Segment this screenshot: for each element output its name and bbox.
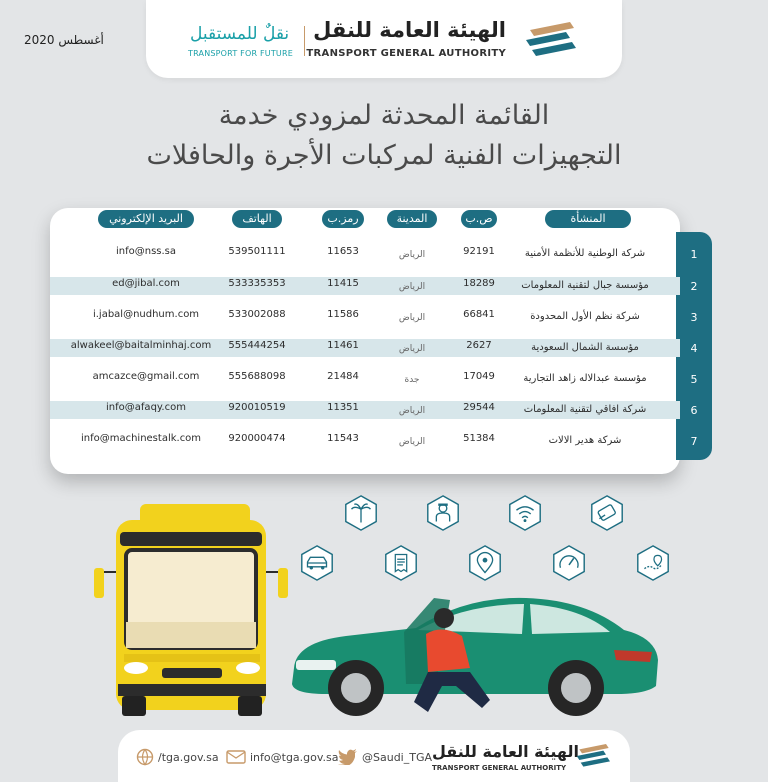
row-number: 5 — [690, 373, 698, 386]
pobox-value: 17049 — [463, 371, 495, 382]
taxi-car-illustration — [286, 590, 662, 720]
pobox-value: 51384 — [463, 433, 495, 444]
phone-value: 555444254 — [228, 340, 286, 351]
city-value: الرياض — [398, 250, 426, 260]
postal-value: 11415 — [327, 278, 359, 289]
phone-value: 920010519 — [228, 402, 286, 413]
page-title-line2: التجهيزات الفنية لمركبات الأجرة والحافلات — [146, 140, 622, 171]
row-number: 7 — [690, 435, 698, 448]
mail-icon — [226, 750, 246, 764]
footer-twitter-link[interactable]: @Saudi_TGA — [362, 751, 433, 764]
authority-name-ar: الهيئة العامة للنقل — [313, 18, 506, 42]
palm-tree-icon — [342, 494, 380, 532]
postal-value: 11351 — [327, 402, 359, 413]
email-value: info@afaqy.com — [106, 402, 186, 413]
footer-website-link[interactable]: /tga.gov.sa — [158, 751, 219, 764]
city-value: الرياض — [398, 344, 426, 354]
company-name: مؤسسة جبال لتقنية المعلومات — [521, 280, 649, 291]
pobox-value: 29544 — [463, 402, 495, 413]
header-city: المدينة — [387, 210, 437, 228]
city-value: الرياض — [398, 313, 426, 323]
payment-card-icon — [588, 494, 626, 532]
company-name: شركة افاقي لتقنية المعلومات — [523, 404, 647, 415]
phone-value: 920000474 — [228, 433, 286, 444]
phone-value: 533335353 — [228, 278, 286, 289]
receipt-icon — [382, 544, 420, 582]
email-value: info@machinestalk.com — [80, 433, 202, 444]
email-value: alwakeel@baitalminhaj.com — [70, 340, 212, 351]
row-number: 2 — [690, 280, 698, 293]
pobox-value: 18289 — [463, 278, 495, 289]
city-value: الرياض — [398, 406, 426, 416]
header-postal: رمز.ب — [322, 210, 364, 228]
postal-value: 11543 — [327, 433, 359, 444]
postal-value: 11586 — [327, 309, 359, 320]
email-value: i.jabal@nudhum.com — [92, 309, 200, 320]
row-number: 3 — [690, 311, 698, 324]
email-value: ed@jibal.com — [112, 278, 180, 289]
route-map-icon — [634, 544, 672, 582]
city-value: جدة — [404, 375, 420, 385]
header-company: المنشأة — [545, 210, 631, 228]
city-value: الرياض — [398, 437, 426, 447]
company-name: مؤسسة الشمال السعودية — [531, 342, 639, 353]
company-name: مؤسسة عبدالاله زاهد التجارية — [523, 373, 647, 384]
row-number: 4 — [690, 342, 698, 355]
pobox-value: 66841 — [463, 309, 495, 320]
header-email: البريد الإلكتروني — [98, 210, 194, 228]
phone-value: 539501111 — [228, 246, 286, 257]
phone-value: 533002088 — [228, 309, 286, 320]
header-card — [146, 0, 622, 78]
row-number: 6 — [690, 404, 698, 417]
email-value: amcazce@gmail.com — [92, 371, 200, 382]
footer-email-link[interactable]: info@tga.gov.sa — [250, 751, 339, 764]
city-value: الرياض — [398, 282, 426, 292]
email-value: info@nss.sa — [115, 246, 177, 257]
twitter-icon — [338, 749, 358, 765]
speedometer-icon — [550, 544, 588, 582]
postal-value: 11653 — [327, 246, 359, 257]
bus-illustration — [92, 502, 292, 722]
page-title-line1: القائمة المحدثة لمزودي خدمة — [218, 100, 550, 131]
pobox-value: 2627 — [466, 340, 492, 351]
header-phone: الهاتف — [232, 210, 282, 228]
company-name: شركة هدير الالات — [548, 435, 622, 446]
pobox-value: 92191 — [463, 246, 495, 257]
footer-authority-en: TRANSPORT GENERAL AUTHORITY — [432, 764, 567, 772]
company-name: شركة الوطنية للأنظمة الأمنية — [524, 248, 646, 259]
car-icon — [298, 544, 336, 582]
header-pobox: ص.ب — [461, 210, 497, 228]
company-name: شركة نظم الأول المحدودة — [530, 311, 640, 322]
authority-name-en: TRANSPORT GENERAL AUTHORITY — [306, 48, 506, 59]
row-number: 1 — [690, 248, 698, 261]
postal-value: 21484 — [327, 371, 359, 382]
globe-icon — [136, 748, 154, 766]
wifi-icon — [506, 494, 544, 532]
publication-date: أغسطس 2020 — [24, 33, 104, 47]
footer-authority-ar: الهيئة العامة للنقل — [432, 742, 579, 761]
phone-value: 555688098 — [228, 371, 286, 382]
location-pin-icon — [466, 544, 504, 582]
logo-divider — [304, 26, 305, 56]
footer-tga-logo-icon — [574, 742, 614, 770]
postal-value: 11461 — [327, 340, 359, 351]
slogan-en: TRANSPORT FOR FUTURE — [188, 49, 293, 58]
driver-icon — [424, 494, 462, 532]
slogan-ar: نقلٌ للمستقبل — [190, 24, 290, 44]
tga-logo-icon — [522, 20, 582, 60]
